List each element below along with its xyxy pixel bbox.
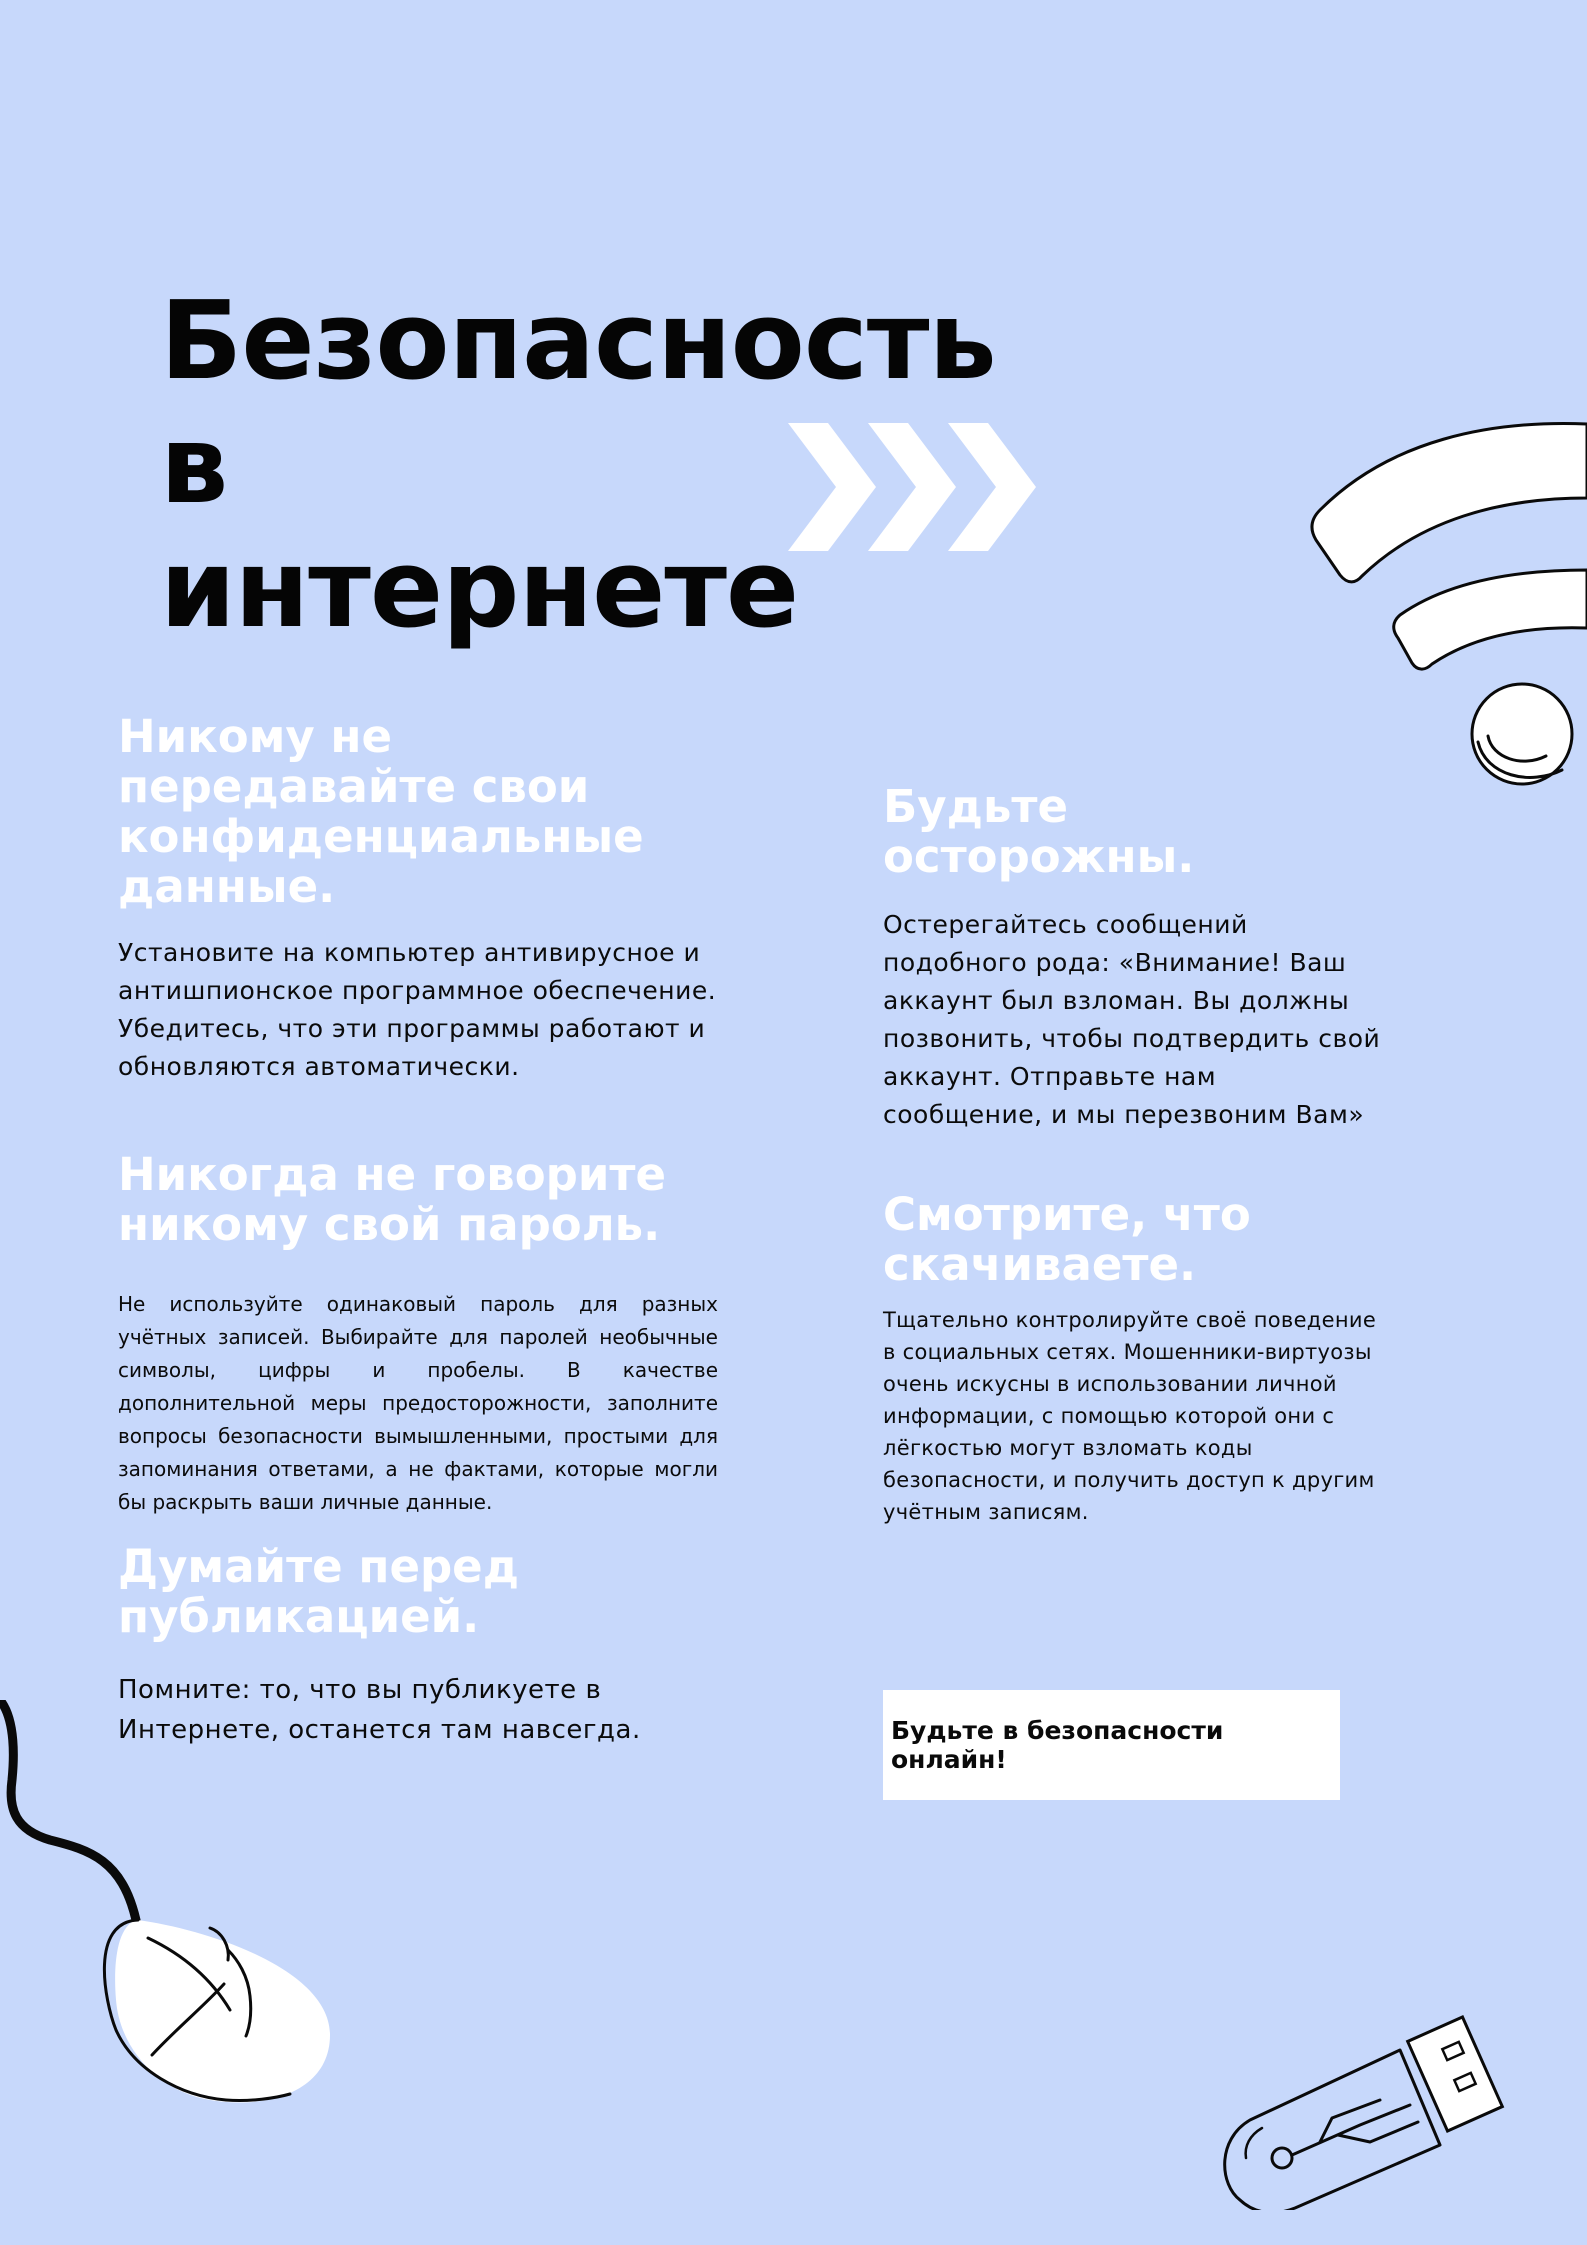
section-heading: Смотрите, что скачиваете. bbox=[883, 1188, 1251, 1291]
section-private-data bbox=[118, 712, 718, 1086]
section-downloads bbox=[883, 1190, 1383, 1528]
computer-mouse-icon bbox=[0, 1700, 340, 2110]
section-heading: Будьте осторожны. bbox=[883, 780, 1195, 883]
chevrons-right-icon bbox=[784, 423, 1036, 551]
section-body: Остерегайтесь сообщений подобного рода: «Внимание! Ваш аккаунт был взломан. Вы должны позвонить, чтобы подтвердить свой аккаунт. Отправьте нам сообщение, и мы перезвоним Вам» bbox=[883, 910, 1381, 1129]
section-password bbox=[118, 1150, 718, 1519]
wifi-icon bbox=[1300, 420, 1587, 800]
section-body: Тщательно контролируйте своё поведение в социальных сетях. Мошенники-виртуозы очень искусны в использовании личной информации, с помощью которой они с лёгкостью могут взломать коды безопасности, и получить доступ к другим учётным записям. bbox=[883, 1308, 1377, 1524]
section-body: Установите на компьютер антивирусное и антишпионское программное обеспечение. Убедитесь, что эти программы работают и обновляются автоматически. bbox=[118, 938, 717, 1081]
title-line-1: Безопасность в bbox=[160, 279, 996, 528]
stay-safe-banner: Будьте в безопасности онлайн! bbox=[883, 1690, 1340, 1800]
section-heading: Никогда не говорите никому свой пароль. bbox=[118, 1148, 666, 1251]
section-heading: Думайте перед публикацией. bbox=[118, 1540, 520, 1643]
usb-drive-icon bbox=[1220, 2010, 1520, 2210]
section-heading: Никому не передавайте свои конфиденциальные данные. bbox=[118, 710, 644, 913]
section-be-careful bbox=[883, 782, 1383, 1134]
section-body: Не используйте одинаковый пароль для разных учётных записей. Выбирайте для паролей необычные символы, цифры и пробелы. В качестве дополнительной меры предосторожности, заполните вопросы безопасности вымышленными, простыми для запоминания ответами, а не фактами, которые могли бы раскрыть ваши личные данные. bbox=[118, 1292, 718, 1514]
title-line-2: интернете bbox=[160, 527, 799, 652]
section-think-before-posting bbox=[118, 1542, 718, 1750]
section-body: Помните: то, что вы публикуете в Интернете, останется там навсегда. bbox=[118, 1675, 641, 1745]
